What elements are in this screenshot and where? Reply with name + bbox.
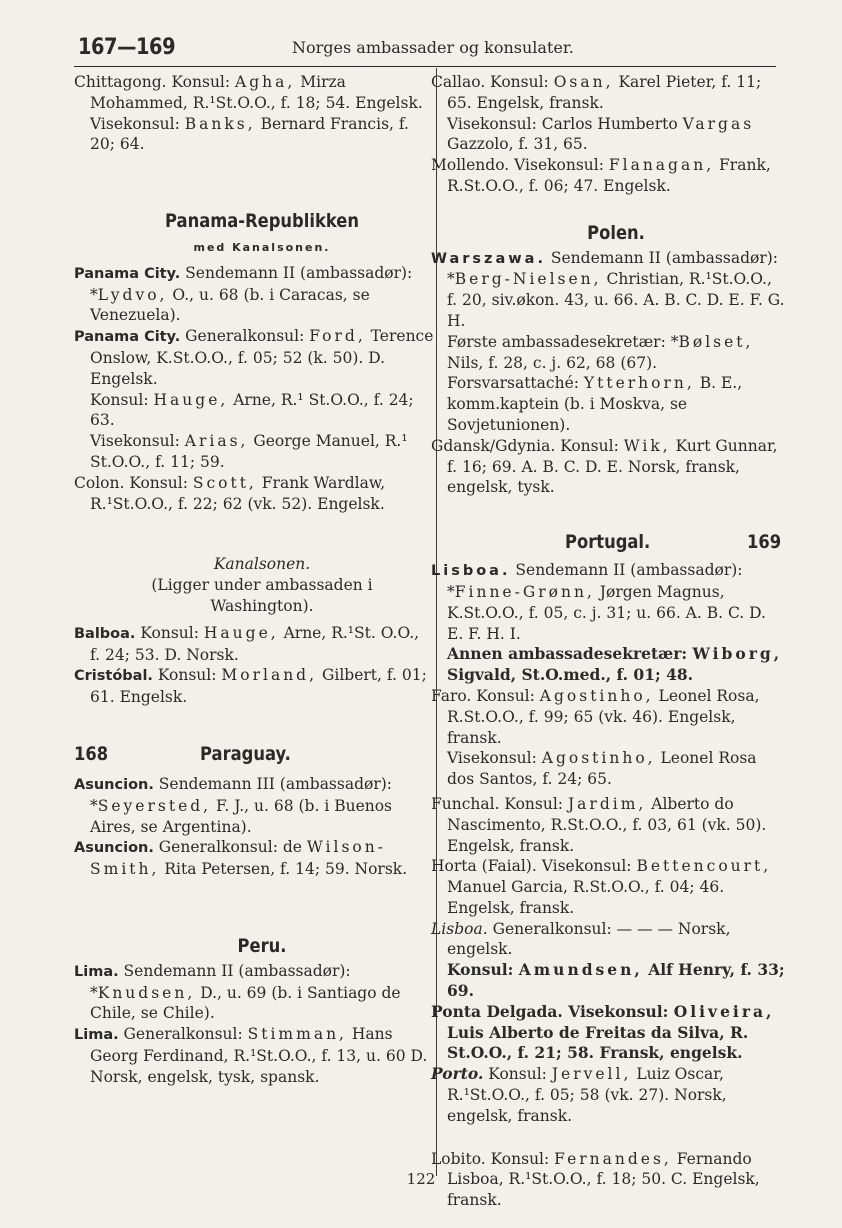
section-subtitle-panama: med Kanalsonen. (193, 240, 331, 254)
entry-porto: Porto. Konsul: Jervell, Luiz Oscar, R.¹St.O.O., f. 05; 58 (vk. 27). Norsk, engelsk, fransk. (431, 1064, 727, 1125)
page-number: 122 (406, 1170, 436, 1188)
entry-gdansk: Gdansk/Gdynia. Konsul: Wik, Kurt Gunnar, f. 16; 69. A. B. C. D. E. Norsk, fransk, engelsk, tysk. (431, 436, 778, 497)
kanalsonen-note: (Ligger under ambassaden i Washington). (151, 576, 373, 615)
entry-balboa: Balboa. Konsul: Hauge, Arne, R.¹St. O.O., f. 24; 53. D. Norsk. (74, 623, 420, 664)
left-column (74, 70, 434, 1087)
entry-warszawa: Warszawa. Sendemann II (ambassadør): *Berg-Nielsen, Christian, R.¹St.O.O., f. 20, siv.økon. 43, u. 66. A. B. C. D. E. F. G. H. Første ambassadesekretær: *Bølset, Nils, f. 28, c. j. 62, 68 (67). Forsvarsattaché: Ytterhorn, B. E., komm.kaptein (b. i Moskva, se Sovjetunionen). (431, 248, 785, 434)
entry-lima-ambassador: Lima. Sendemann II (ambassadør): *Knudsen, D., u. 69 (b. i Santiago de Chile, se Chile). (74, 961, 401, 1023)
section-title-panama: Panama-Republikken (165, 210, 359, 233)
page-header (74, 31, 776, 65)
entry-asuncion-ambassador: Asuncion. Sendemann III (ambassadør): *Seyersted, F. J., u. 68 (b. i Buenos Aires, se Argentina). (74, 774, 393, 836)
section-title-portugal (447, 532, 785, 558)
header-rule (74, 66, 776, 67)
entry-asuncion-generalkonsul: Asuncion. Generalkonsul: de Wilson-Smith, Rita Petersen, f. 14; 59. Norsk. (74, 838, 408, 879)
entry-lisboa-generalkonsul: Lisboa. Generalkonsul: — — — Norsk, engelsk. Konsul: Amundsen, Alf Henry, f. 33; 69. (431, 919, 785, 1001)
entry-callao: Callao. Konsul: Osan, Karel Pieter, f. 11; 65. Engelsk, fransk. Visekonsul: Carlos Humberto Vargas Gazzolo, f. 31, 65. (431, 73, 762, 154)
paragraph-number-169: 169 (747, 531, 782, 554)
entry-lima-generalkonsul: Lima. Generalkonsul: Stimman, Hans Georg Ferdinand, R.¹St.O.O., f. 13, u. 60 D. Norsk, engelsk, tysk, spansk. (74, 1025, 428, 1086)
page-range: 167—169 (78, 35, 176, 60)
paraguay-title: Paraguay. (200, 742, 291, 765)
section-title-peru: Peru. (237, 934, 287, 957)
kanalsonen-title: Kanalsonen. (213, 555, 311, 574)
entry-panama-city-generalkonsul: Panama City. Generalkonsul: Ford, Terence Onslow, K.St.O.O., f. 05; 52 (k. 50). D. Engelsk. Konsul: Hauge, Arne, R.¹ St.O.O., f. 24; 63. Visekonsul: Arias, George Manuel, R.¹ St.O.O., f. 11; 59. (74, 327, 434, 471)
entry-panama-city-ambassador: Panama City. Sendemann II (ambassadør): *Lydvo, O., u. 68 (b. i Caracas, se Venezuela). (74, 263, 413, 325)
paragraph-number-168: 168 (74, 742, 109, 765)
entry-mollendo: Mollendo. Visekonsul: Flanagan, Frank, R.St.O.O., f. 06; 47. Engelsk. (431, 156, 771, 195)
entry-faro: Faro. Konsul: Agostinho, Leonel Rosa, R.St.O.O., f. 99; 65 (vk. 46). Engelsk, fransk. Visekonsul: Agostinho, Leonel Rosa dos Santos, f. 24; 65. (431, 686, 760, 789)
portugal-title: Portugal. (565, 531, 651, 554)
section-title-polen: Polen. (587, 221, 645, 244)
entry-chittagong: Chittagong. Konsul: Agha, Mirza Mohammed, R.¹St.O.O., f. 18; 54. Engelsk. Visekonsul: Banks, Bernard Francis, f. 20; 64. (74, 73, 423, 154)
right-column (431, 70, 785, 1211)
entry-lisboa-ambassador: Lisboa. Sendemann II (ambassadør): *Finne-Grønn, Jørgen Magnus, K.St.O.O., f. 05, c. j. 31; u. 66. A. B. C. D. E. F. H. I. Annen ambassadesekretær: Wiborg, Sigvald, St.O.med., f. 01; 48. (431, 561, 783, 685)
entry-horta: Horta (Faial). Visekonsul: Bettencourt, Manuel Garcia, R.St.O.O., f. 04; 46. Engelsk, fransk. (431, 857, 772, 917)
entry-cristobal: Cristóbal. Konsul: Morland, Gilbert, f. 01; 61. Engelsk. (74, 666, 427, 707)
running-title: Norges ambassader og konsulater. (292, 38, 574, 57)
entry-colon: Colon. Konsul: Scott, Frank Wardlaw, R.¹St.O.O., f. 22; 62 (vk. 52). Engelsk. (74, 473, 386, 513)
section-title-paraguay (74, 742, 434, 770)
entry-ponta-delgada: Ponta Delgada. Visekonsul: Oliveira, Luis Alberto de Freitas da Silva, R. St.O.O., f. 21; 58. Fransk, engelsk. (431, 1001, 775, 1063)
entry-lobito: Lobito. Konsul: Fernandes, Fernando Lisboa, R.¹St.O.O., f. 18; 50. C. Engelsk, fransk. (431, 1149, 760, 1210)
entry-funchal: Funchal. Konsul: Jardim, Alberto do Nascimento, R.St.O.O., f. 03, 61 (vk. 50). Engelsk, fransk. (431, 794, 767, 855)
